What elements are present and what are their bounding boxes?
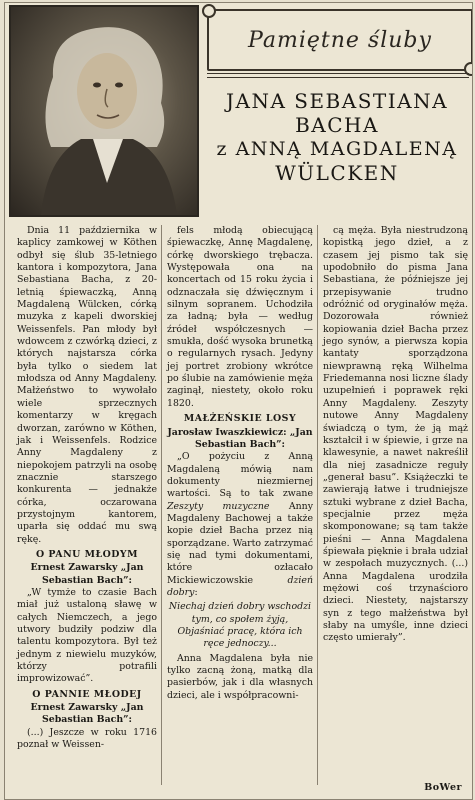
paragraph: Dnia 11 października w kaplicy zamkowej w Köthen odbył się ślub 35-letniego kantora i kompozytora, Jana Sebastiana Bacha, z 20-letnią śpiewaczką, Anną Magdaleną Wülcken, córką muzyka z kapeli dworskiej Weissenfels. Pan młody był wdowcem z czwórką dzieci, z których najstarsza córka była tylko o siedem lat młodsza od Anny Magdaleny. Małżeństwo to wywołało wiele sprzecznych komentarzy w kręgach dworzan, zarówno w Köthen, jak i Weissenfels. Rodzice Anny Magdaleny z niepokojem patrzyli na osobę znacznie starszego konkurenta — jednakże córka, oczarowana przystojnym kantorem, uparła się oddać mu swą rękę.	[17, 225, 157, 545]
paragraph	[167, 451, 313, 599]
headline-line-2: BACHA	[295, 113, 379, 137]
paragraph: fels młodą obiecującą śpiewaczkę, Annę Magdalenę, córkę dworskiego trębacza. Występowała ona na koncertach od 15 roku życia i odznaczała się dźwięcznym i silnym sopranem. Uchodziła za ładną; była — według źródeł współczesnych — smukła, dość wysoka brunetką o regularnych rysach. Jedyny jej portret zrobiony wkrótce po ślubie na zamówienie męża zaginął, niestety, około roku 1820.	[167, 225, 313, 409]
headline-line-3: z ANNĄ MAGDALENĄ	[216, 138, 458, 160]
column-divider-1	[161, 225, 162, 785]
section-heading: O PANU MŁODYM	[36, 548, 138, 560]
bach-portrait-image	[9, 5, 199, 217]
paragraph: „W tymże to czasie Bach miał już ustaloną sławę w całych Niemczech, a jego utwory budziły podziw dla talentu kompozytora. Był też jednym z niewielu muzyków, którzy potrafili improwizować”.	[17, 586, 157, 685]
article-column-2	[167, 225, 313, 702]
italic-phrase: dzień dobry	[167, 574, 313, 598]
section-heading: O PANNIE MŁODEJ	[32, 688, 142, 700]
series-title-frame	[207, 9, 473, 71]
series-title: Pamiętne śluby	[248, 27, 432, 53]
headline-line-1: JANA SEBASTIANA	[225, 89, 449, 113]
portrait-engraving	[11, 7, 197, 215]
section-heading: MAŁŻEŃSKIE LOSY	[183, 413, 297, 425]
text-run: :	[194, 586, 198, 598]
poem-quote: Niechaj dzień dobry wschodzi tym, co społem żyją, Objaśniać pracę, która ich ręce jednoczy...	[168, 601, 312, 650]
paragraph: cą męża. Była niestrudzoną kopistką jego dzieł, a z czasem jej pismo tak się upodobniło do pisma Jana Sebastiana, że późniejsze jej przepisywanie trudno odróżnić od oryginałów męża. Dozorowała również kopiowania dzieł Bacha przez jego synów, a pierwsza kopia kantaty sporządzona niewprawną ręką Wilhelma Friedemanna nosi liczne ślady uzupełnień i poprawek ręki Anny Magdaleny. Zeszyty nutowe Anny Magdaleny świadczą o tym, że ją mąż kształcił i w śpiewie, i grze na klawesynie, a nawet nakreślił dla niej zasadnicze reguły „generał basu”. Książeczki te zawierają łatwe i trudniejsze sztuki wybrane z dzieł Bacha, specjalnie przez męża skomponowane; są tam także pieśni — Anna Magdalena śpiewała pięknie i brała udział w zespołach muzycznych. (...) Anna Magdalena urodziła mężowi coś trzynaściorо dzieci. Niestety, najstarszy syn z tego małżeństwa był słaby na umyśle, inne dzieci często umierały”.	[323, 225, 468, 644]
citation: Jarosław Iwaszkiewicz: „Jan Sebastian Bach”:	[167, 426, 313, 450]
text-run: „O pożyciu z Anną Magdaleną mówią nam dokumenty niezmiernej wartości. Są to tak zwane	[167, 451, 313, 500]
title-rule-top	[207, 73, 469, 74]
title-rule-bottom	[207, 77, 469, 78]
author-signature: BoWer	[424, 782, 462, 793]
italic-title: Zeszyty muzyczne	[167, 500, 270, 512]
column-divider-2	[317, 225, 318, 785]
paragraph: Anna Magdalena była nie tylko zacną żoną, matką dla pasierbów, jak i dla własnych dzieci, ale i współpracowni-	[167, 652, 313, 701]
citation: Ernest Zawarsky „Jan Sebastian Bach”:	[30, 702, 144, 726]
article-column-1	[17, 225, 157, 751]
headline-line-4: WÜLCKEN	[275, 161, 399, 185]
article-column-3	[323, 225, 468, 645]
newspaper-page	[4, 2, 473, 800]
citation: Ernest Zawarsky „Jan Sebastian Bach”:	[30, 562, 144, 586]
headline	[201, 89, 473, 185]
paragraph: (...) Jeszcze w roku 1716 poznał w Weissen-	[17, 726, 157, 751]
text-run: Anny Magdaleny Bachowej a także kopie dzieł Bacha przez nią sporządzane. Warto zatrzymać się nad tymi dokumentami, które ozłacało Mickiewiczowskie	[167, 500, 313, 586]
